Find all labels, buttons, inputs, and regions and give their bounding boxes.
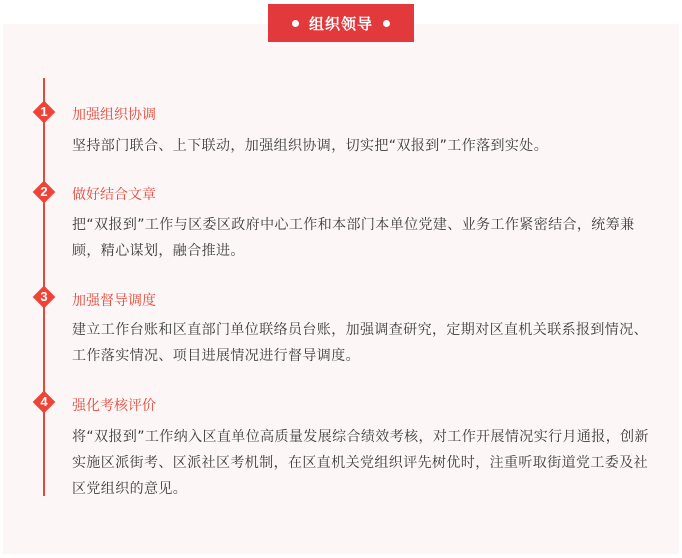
section-title: 组织领导 (308, 14, 373, 33)
item-body: 把“双报到”工作与区委区政府中心工作和本部门本单位党建、业务工作紧密结合，统筹兼顾，精心谋划，融合推进。 (72, 217, 635, 259)
item-title: 加强组织协调 (72, 107, 156, 123)
item-body: 坚持部门联合、上下联动，加强组织协调，切实把“双报到”工作落到实处。 (72, 138, 549, 154)
left-dot-icon (292, 20, 299, 27)
number-badge-4 (33, 391, 55, 413)
number-badge-2 (33, 181, 55, 203)
section-header (268, 4, 414, 42)
item-title: 做好结合文章 (72, 187, 156, 203)
item-title: 加强督导调度 (72, 293, 156, 309)
badge-number: 3 (40, 289, 48, 304)
badge-number: 4 (40, 394, 48, 409)
number-badge-1 (33, 101, 55, 123)
badge-number: 1 (40, 104, 48, 119)
badge-number: 2 (40, 184, 48, 199)
item-title: 强化考核评价 (72, 398, 156, 414)
item-body: 建立工作台账和区直部门单位联络员台账，加强调查研究，定期对区直机关联系报到情况、工作落实情况、项目进展情况进行督导调度。 (72, 322, 648, 364)
right-dot-icon (383, 20, 390, 27)
number-badge-3 (33, 286, 55, 308)
item-body: 将“双报到”工作纳入区直单位高质量发展综合绩效考核，对工作开展情况实行月通报，创新实施区派街考、区派社区考机制，在区直机关党组织评先树优时，注重听取街道党工委及社区党组织的意见。 (72, 429, 649, 497)
